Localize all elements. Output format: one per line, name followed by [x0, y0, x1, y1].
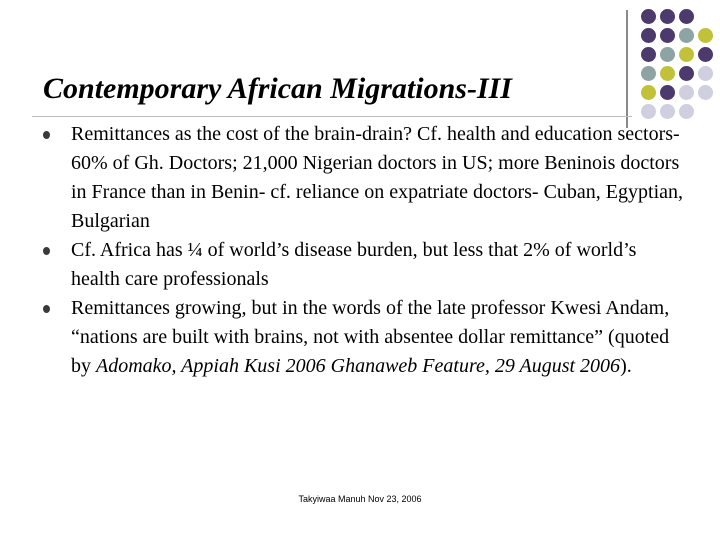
vertical-rule — [626, 10, 628, 128]
bullet-item-1 — [43, 120, 683, 236]
slide-footer: Takyiwaa Manuh Nov 23, 2006 — [298, 494, 422, 504]
bullet-text: Remittances growing, but in the words of the late professor Kwesi Andam, “nations are built with brains, not with absentee dollar remittance” (quoted by — [71, 297, 670, 377]
decor-dot — [698, 66, 713, 81]
bullet-text: Remittances as the cost of the brain-drain? Cf. health and education sectors- 60% of Gh. Doctors; 21,000 Nigerian doctors in US; more Beninois doctors in France than in Benin- cf. reliance on expatriate doctors- Cuban, Egyptian, Bulgarian — [71, 123, 684, 232]
bullet-list — [43, 120, 683, 381]
decor-dot — [641, 104, 656, 119]
bullet-dot-icon — [43, 305, 50, 313]
decor-dot — [660, 47, 675, 62]
citation-emphasis: Adomako, Appiah Kusi 2006 Ghanaweb Feature, 29 August 2006 — [96, 355, 621, 377]
decor-dot — [679, 47, 694, 62]
decor-dot — [679, 85, 694, 100]
decor-dot — [679, 66, 694, 81]
citation-tail: ). — [620, 355, 632, 377]
decor-dot — [641, 47, 656, 62]
bullet-item-3 — [43, 294, 683, 381]
decor-dot — [660, 85, 675, 100]
decor-dot — [698, 85, 713, 100]
decor-dot — [641, 85, 656, 100]
bullet-dot-icon — [43, 131, 50, 139]
decor-dot — [698, 28, 713, 43]
decor-dot — [660, 9, 675, 24]
title-underline — [32, 116, 632, 117]
bullet-item-2 — [43, 236, 683, 294]
decor-dot — [679, 9, 694, 24]
decor-dot — [660, 104, 675, 119]
decor-dot — [660, 66, 675, 81]
decor-dot — [641, 28, 656, 43]
decor-dot — [679, 104, 694, 119]
decor-dot — [660, 28, 675, 43]
decor-dot — [641, 9, 656, 24]
slide-title: Contemporary African Migrations-III — [43, 72, 512, 105]
bullet-dot-icon — [43, 247, 50, 255]
decor-dot — [679, 28, 694, 43]
bullet-text: Cf. Africa has ¼ of world’s disease burden, but less that 2% of world’s health care professionals — [71, 239, 637, 290]
decor-dot — [641, 66, 656, 81]
decor-dot — [698, 47, 713, 62]
